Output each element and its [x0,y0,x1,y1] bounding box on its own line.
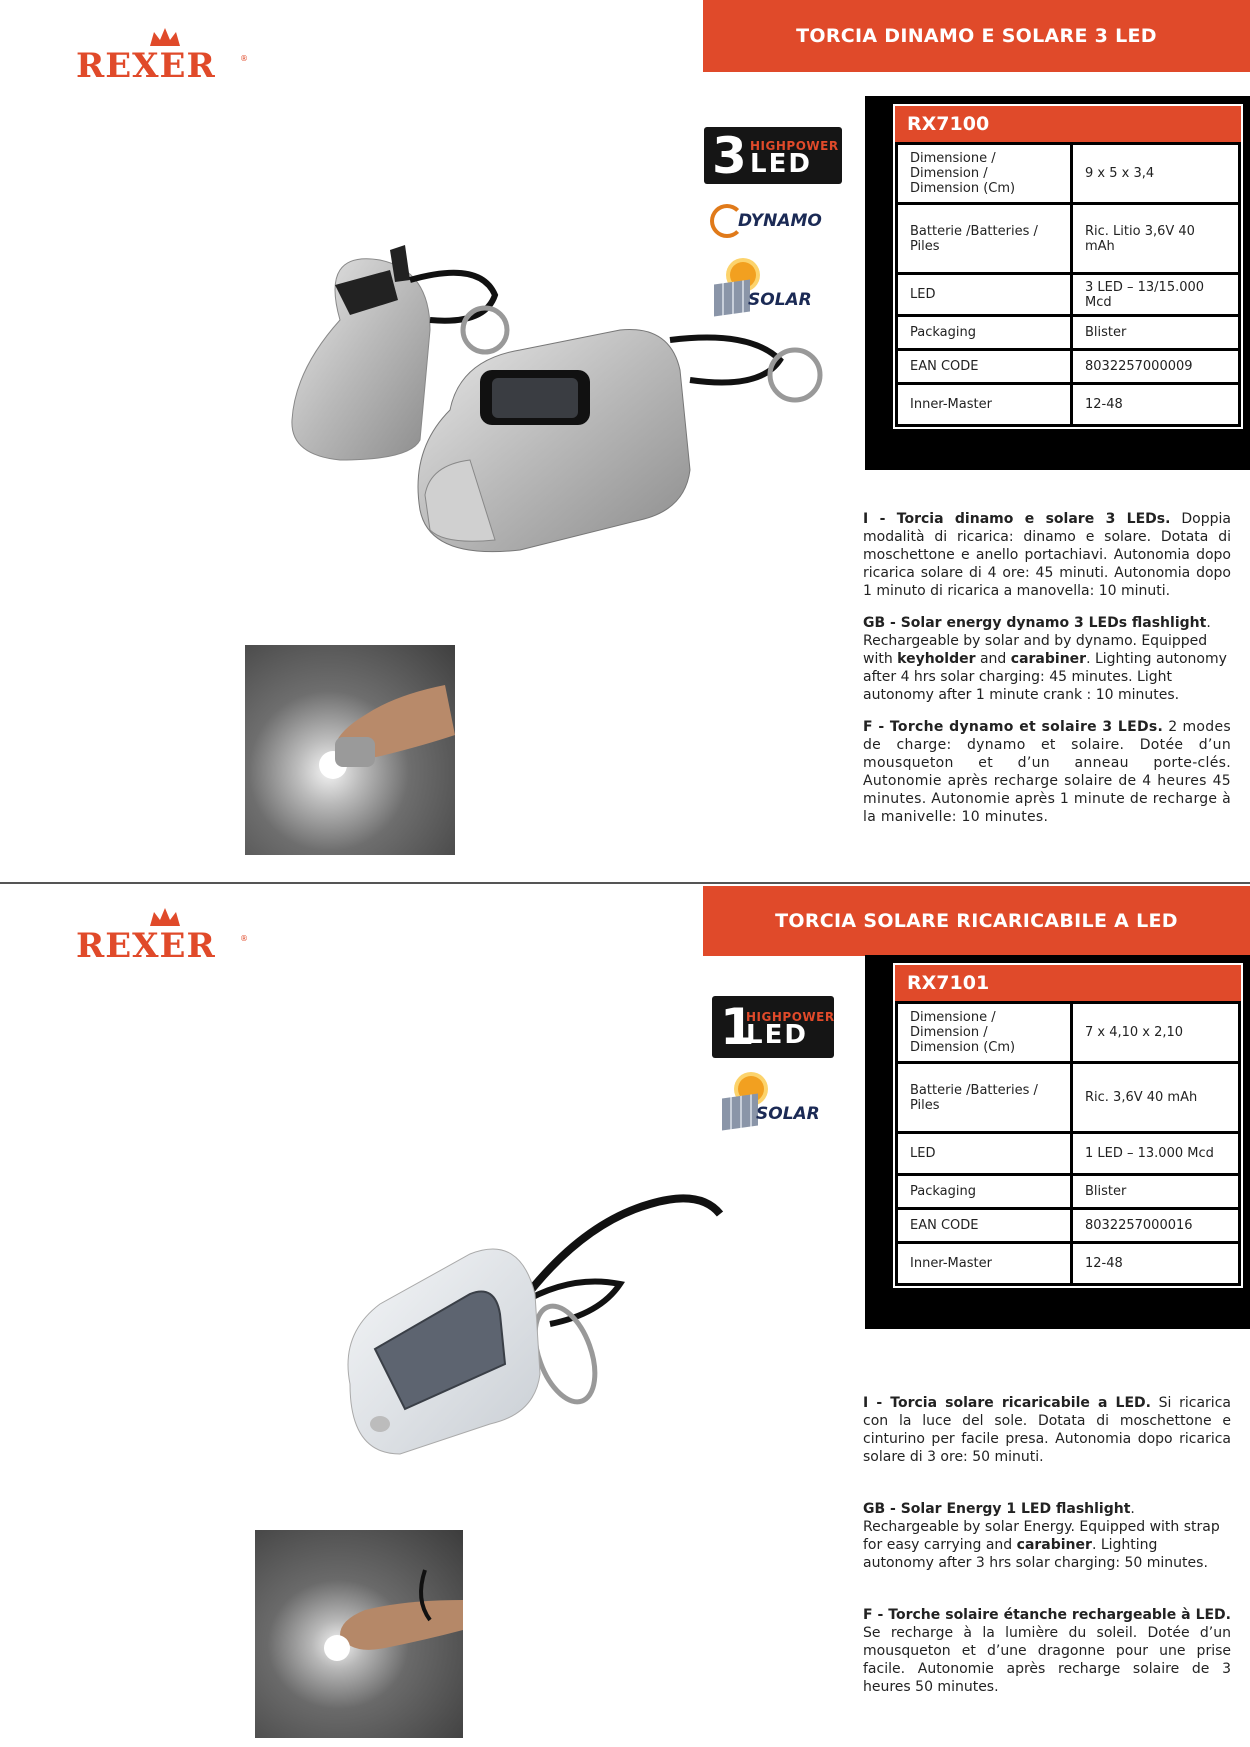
spec-value: 9 x 5 x 3,4 [1072,144,1240,204]
led-count: 3 [712,127,747,185]
spec-key: EAN CODE [897,350,1072,384]
solar-badge [722,1076,820,1134]
spec-value: Ric. 3,6V 40 mAh [1072,1063,1240,1133]
spec-key: LED [897,1133,1072,1175]
highpower-label: HIGHPOWER [746,1010,835,1024]
spec-value: 12-48 [1072,1243,1240,1285]
registered-mark: ® [240,54,248,63]
description-gb: GB - Solar Energy 1 LED flashlight. Rechargeable by solar Energy. Equipped with strap for easy carrying and carabiner. Lighting autonomy after 3 hrs solar charging: 50 minutes. [863,1501,1220,1571]
spec-key: Dimensione / Dimension / Dimension (Cm) [897,144,1072,204]
product-description [863,510,1231,840]
hand-with-torch-illustration [255,1530,463,1738]
solar-panel-icon [722,1093,758,1130]
spec-row-led [897,1133,1240,1175]
usage-photo-rx7100 [245,645,455,855]
highpower-led-badge [704,127,842,184]
spec-value: 8032257000016 [1072,1209,1240,1243]
spec-row-inner-master [897,384,1240,426]
spec-row-packaging [897,316,1240,350]
dynamo-icon [710,204,744,238]
rexer-logo [76,28,248,88]
spec-panel [865,955,1250,1329]
description-gb: GB - Solar energy dynamo 3 LEDs flashlight. Rechargeable by solar and by dynamo. Equipped with keyholder and carabiner. Lighting autonomy after 4 hrs solar charging: 45 minutes. Light autonomy after 1 minute crank : 10 minutes. [863,615,1227,703]
crown-icon [148,28,182,48]
spec-value: Blister [1072,1175,1240,1209]
spec-value: Ric. Litio 3,6V 40 mAh [1072,204,1240,274]
spec-key: Packaging [897,1175,1072,1209]
spec-row-ean [897,350,1240,384]
product-description [863,1394,1231,1710]
spec-card [893,104,1243,429]
spec-key: LED [897,274,1072,316]
highpower-led-badge [712,996,834,1058]
brand-name: REXER [76,46,216,86]
description-fr: F - Torche dynamo et solaire 3 LEDs. 2 modes de charge: dynamo et solaire. Dotée d’un mousqueton et d’un anneau porte-clés. Autonomie après recharge solaire de 4 heures 45 minutes. Autonomie après 1 minute de recharge à la manivelle: 10 minutes. [863,719,1231,825]
spec-row-dimension [897,1003,1240,1063]
spec-row-packaging [897,1175,1240,1209]
brand-name: REXER [76,926,216,966]
spec-key: Packaging [897,316,1072,350]
spec-value: 8032257000009 [1072,350,1240,384]
spec-key: Dimensione / Dimension / Dimension (Cm) [897,1003,1072,1063]
rexer-logo [76,908,248,968]
spec-key: EAN CODE [897,1209,1072,1243]
product-photo-rx7100 [280,240,840,610]
product-photo-rx7101 [320,1184,740,1484]
spec-key: Inner-Master [897,1243,1072,1285]
spec-value: 1 LED – 13.000 Mcd [1072,1133,1240,1175]
spec-row-ean [897,1209,1240,1243]
led-label: LED [750,149,812,179]
spec-value: 12-48 [1072,384,1240,426]
led-label: LED [746,1020,808,1050]
led-count: 1 [720,998,755,1056]
spec-row-dimension [897,144,1240,204]
spec-value: Blister [1072,316,1240,350]
highpower-label: HIGHPOWER [750,139,839,153]
dynamo-badge [710,204,822,238]
spec-table [895,1001,1241,1286]
spec-row-led [897,274,1240,316]
dynamo-label: DYNAMO [738,211,822,231]
crown-icon [148,908,182,928]
usage-photo-rx7101 [255,1530,463,1738]
spec-card [893,963,1243,1288]
spec-panel [865,96,1250,470]
hand-with-torch-illustration [245,645,455,855]
description-it: I - Torcia solare ricaricabile a LED. Si ricarica con la luce del sole. Dotata di moschettone e cinturino per facile presa. Autonomia dopo ricarica solare di 3 ore: 50 minuti. [863,1395,1231,1465]
spec-table [895,142,1241,427]
spec-value: 3 LED – 13/15.000 Mcd [1072,274,1240,316]
solar-label: SOLAR [756,1104,820,1124]
description-it: I - Torcia dinamo e solare 3 LEDs. Doppia modalità di ricarica: dinamo e solare. Dotata di moschettone e anello portachiavi. Autonomia dopo ricarica solare di 4 ore: 45 minuti. Autonomia dopo 1 minuto di ricarica a manovella: 10 minuti. [863,511,1231,599]
product-section-rx7101 [0,884,1250,1747]
product-title: TORCIA DINAMO E SOLARE 3 LED [703,0,1250,72]
model-code: RX7100 [895,106,1241,142]
spec-row-batteries [897,204,1240,274]
spec-key: Inner-Master [897,384,1072,426]
spec-row-inner-master [897,1243,1240,1285]
solar-label: SOLAR [748,290,812,310]
spec-value: 7 x 4,10 x 2,10 [1072,1003,1240,1063]
product-title: TORCIA SOLARE RICARICABILE A LED [703,886,1250,956]
spec-key: Batterie /Batteries / Piles [897,204,1072,274]
model-code: RX7101 [895,965,1241,1001]
description-fr: F - Torche solaire étanche rechargeable à LED. Se recharge à la lumière du soleil. Dotée d’un mousqueton et d’une dragonne pour une prise facile. Autonomie après recharge solaire de 3 heures 50 minutes. [863,1607,1231,1695]
spec-row-batteries [897,1063,1240,1133]
spec-key: Batterie /Batteries / Piles [897,1063,1072,1133]
registered-mark: ® [240,934,248,943]
